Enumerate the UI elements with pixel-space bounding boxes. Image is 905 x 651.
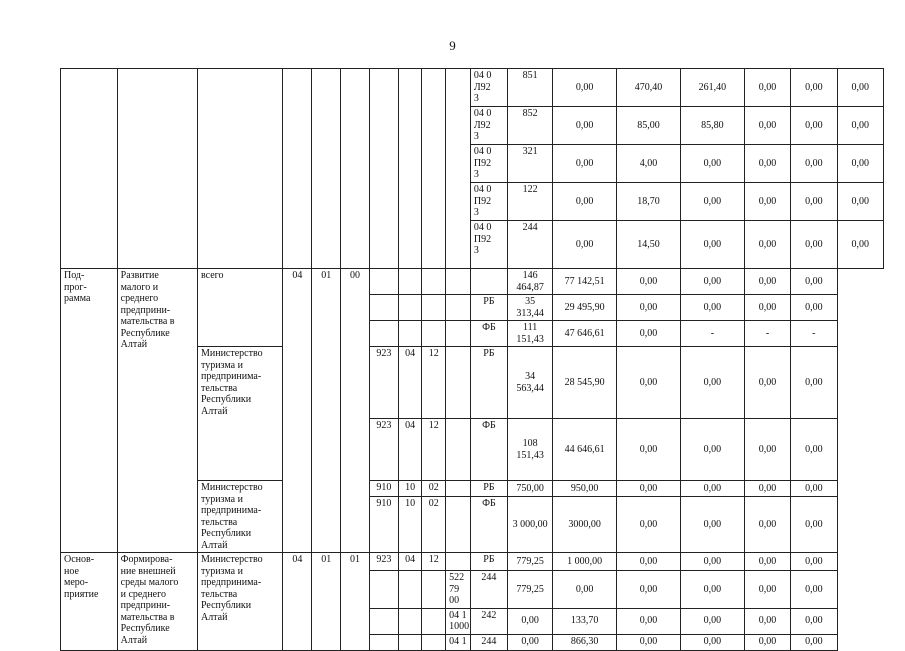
amount-cell: 0,00: [553, 145, 617, 183]
status-cell: Основ- ное меро- приятие: [61, 553, 118, 651]
grbs-cell: [369, 295, 398, 321]
amount-cell: 0,00: [553, 221, 617, 269]
amount-cell: 0,00: [791, 497, 837, 553]
amount-cell: 3000,00: [553, 497, 617, 553]
rz-cell: [398, 571, 422, 609]
executor-cell: Министерство туризма и предпринима- тельства Республики Алтай: [197, 347, 282, 481]
csr-cell: [446, 481, 471, 497]
vr-cell: ФБ: [470, 497, 507, 553]
amount-cell: 0,00: [617, 295, 681, 321]
vr-cell: 321: [507, 145, 552, 183]
amount-cell: 0,00: [744, 634, 790, 650]
rz-cell: 04: [398, 347, 422, 419]
code-cell: [446, 69, 471, 269]
code-cell: [283, 69, 312, 269]
amount-cell: 0,00: [553, 107, 617, 145]
executor-cell: всего: [197, 269, 282, 347]
amount-cell: 0,00: [680, 571, 744, 609]
amount-cell: 47 646,61: [553, 321, 617, 347]
pr-cell: 02: [422, 481, 446, 497]
amount-cell: 0,00: [680, 183, 744, 221]
amount-cell: 4,00: [617, 145, 681, 183]
amount-cell: 0,00: [680, 295, 744, 321]
amount-cell: 0,00: [617, 608, 681, 634]
code-cell: [398, 69, 422, 269]
pr-cell: [422, 295, 446, 321]
amount-cell: 35 313,44: [507, 295, 552, 321]
amount-cell: 0,00: [744, 608, 790, 634]
name-cell: Формирова- ние внешней среды малого и среднего предприни- мательства в Республике Алтай: [117, 553, 197, 651]
amount-cell: 0,00: [507, 634, 552, 650]
executor-cell: Министерство туризма и предпринима- тельства Республики Алтай: [197, 553, 282, 651]
amount-cell: 108 151,43: [507, 419, 552, 481]
amount-cell: 0,00: [791, 571, 837, 609]
budget-table: [60, 68, 884, 651]
grbs-cell: 923: [369, 347, 398, 419]
amount-cell: 1 000,00: [553, 553, 617, 571]
event-code-cell: 00: [341, 269, 370, 553]
amount-cell: 0,00: [791, 347, 837, 419]
amount-cell: 34 563,44: [507, 347, 552, 419]
vr-cell: 852: [507, 107, 552, 145]
rz-cell: [398, 634, 422, 650]
rz-cell: 10: [398, 497, 422, 553]
table-row: [61, 553, 884, 571]
amount-cell: 0,00: [744, 481, 790, 497]
amount-cell: 85,80: [680, 107, 744, 145]
csr-cell: 522 79 00: [446, 571, 471, 609]
grbs-cell: [369, 571, 398, 609]
amount-cell: 0,00: [791, 634, 837, 650]
name-cell: Развитие малого и среднего предприни- мательства в Республике Алтай: [117, 269, 197, 553]
code-cell: [422, 69, 446, 269]
executor-cell: Министерство туризма и предпринима- тельства Республики Алтай: [197, 481, 282, 553]
amount-cell: 0,00: [791, 183, 837, 221]
pr-cell: 02: [422, 497, 446, 553]
status-cell: [61, 69, 118, 269]
amount-cell: 0,00: [617, 497, 681, 553]
amount-cell: 0,00: [791, 69, 837, 107]
vr-cell: 851: [507, 69, 552, 107]
amount-cell: 0,00: [617, 553, 681, 571]
amount-cell: 0,00: [680, 608, 744, 634]
amount-cell: 0,00: [791, 269, 837, 295]
csr-cell: 04 0 Л92 3: [470, 107, 507, 145]
amount-cell: 0,00: [680, 497, 744, 553]
amount-cell: 111 151,43: [507, 321, 552, 347]
amount-cell: 866,30: [553, 634, 617, 650]
amount-cell: 0,00: [744, 107, 790, 145]
amount-cell: 0,00: [680, 419, 744, 481]
gp-code-cell: 04: [283, 269, 312, 553]
amount-cell: 0,00: [617, 269, 681, 295]
csr-cell: [446, 553, 471, 571]
page-number: 9: [449, 38, 456, 53]
amount-cell: 0,00: [553, 69, 617, 107]
amount-cell: -: [680, 321, 744, 347]
amount-cell: 470,40: [617, 69, 681, 107]
pr-cell: 12: [422, 553, 446, 571]
amount-cell: 0,00: [791, 145, 837, 183]
amount-cell: 0,00: [617, 481, 681, 497]
amount-cell: 0,00: [791, 481, 837, 497]
vr-cell: 244: [470, 571, 507, 609]
rz-cell: [398, 321, 422, 347]
amount-cell: 750,00: [507, 481, 552, 497]
vr-cell: РБ: [470, 295, 507, 321]
rz-cell: [398, 269, 422, 295]
executor-cell: [197, 69, 282, 269]
pr-cell: [422, 608, 446, 634]
vr-cell: РБ: [470, 481, 507, 497]
amount-cell: 14,50: [617, 221, 681, 269]
pr-cell: [422, 571, 446, 609]
grbs-cell: 923: [369, 419, 398, 481]
amount-cell: 0,00: [791, 419, 837, 481]
table-row: [61, 269, 884, 295]
amount-cell: 0,00: [837, 69, 883, 107]
pr-cell: 12: [422, 419, 446, 481]
code-cell: [341, 69, 370, 269]
grbs-cell: [369, 269, 398, 295]
amount-cell: 0,00: [744, 269, 790, 295]
amount-cell: 0,00: [680, 481, 744, 497]
amount-cell: 0,00: [617, 321, 681, 347]
rz-cell: 04: [398, 419, 422, 481]
vr-cell: ФБ: [470, 419, 507, 481]
vr-cell: РБ: [470, 553, 507, 571]
amount-cell: 0,00: [744, 497, 790, 553]
name-cell: [117, 69, 197, 269]
amount-cell: 779,25: [507, 571, 552, 609]
amount-cell: 0,00: [680, 634, 744, 650]
amount-cell: 0,00: [680, 221, 744, 269]
subprogram-code-cell: 01: [312, 269, 341, 553]
csr-cell: 04 0 П92 3: [470, 183, 507, 221]
amount-cell: -: [791, 321, 837, 347]
amount-cell: 0,00: [744, 419, 790, 481]
grbs-cell: 910: [369, 497, 398, 553]
amount-cell: 0,00: [617, 634, 681, 650]
pr-cell: [422, 269, 446, 295]
amount-cell: 0,00: [744, 295, 790, 321]
amount-cell: 0,00: [617, 419, 681, 481]
amount-cell: 0,00: [837, 145, 883, 183]
csr-cell: [446, 295, 471, 321]
amount-cell: 0,00: [744, 221, 790, 269]
csr-cell: [446, 269, 471, 295]
vr-cell: РБ: [470, 347, 507, 419]
pr-cell: 12: [422, 347, 446, 419]
csr-cell: 04 1 1000: [446, 608, 471, 634]
rz-cell: [398, 608, 422, 634]
event-code-cell: 01: [341, 553, 370, 651]
amount-cell: 85,00: [617, 107, 681, 145]
rz-cell: [398, 295, 422, 321]
csr-cell: 04 1: [446, 634, 471, 650]
grbs-cell: [369, 321, 398, 347]
csr-cell: [446, 347, 471, 419]
amount-cell: 0,00: [680, 269, 744, 295]
amount-cell: 0,00: [507, 608, 552, 634]
csr-cell: [446, 497, 471, 553]
subprogram-code-cell: 01: [312, 553, 341, 651]
grbs-cell: 923: [369, 553, 398, 571]
amount-cell: 0,00: [680, 553, 744, 571]
gp-code-cell: 04: [283, 553, 312, 651]
amount-cell: -: [744, 321, 790, 347]
vr-cell: 244: [470, 634, 507, 650]
vr-cell: ФБ: [470, 321, 507, 347]
csr-cell: 04 0 П92 3: [470, 221, 507, 269]
pr-cell: [422, 321, 446, 347]
amount-cell: 3 000,00: [507, 497, 552, 553]
vr-cell: 242: [470, 608, 507, 634]
amount-cell: 0,00: [617, 347, 681, 419]
vr-cell: 244: [507, 221, 552, 269]
amount-cell: 0,00: [791, 295, 837, 321]
csr-cell: 04 0 П92 3: [470, 145, 507, 183]
amount-cell: 0,00: [553, 571, 617, 609]
amount-cell: 146 464,87: [507, 269, 552, 295]
amount-cell: 0,00: [744, 553, 790, 571]
amount-cell: 77 142,51: [553, 269, 617, 295]
amount-cell: 0,00: [744, 145, 790, 183]
amount-cell: 0,00: [744, 347, 790, 419]
amount-cell: 0,00: [553, 183, 617, 221]
table-row: [61, 69, 884, 107]
csr-cell: [446, 321, 471, 347]
amount-cell: 133,70: [553, 608, 617, 634]
grbs-cell: 910: [369, 481, 398, 497]
vr-cell: [470, 269, 507, 295]
amount-cell: 0,00: [837, 183, 883, 221]
amount-cell: 28 545,90: [553, 347, 617, 419]
grbs-cell: [369, 634, 398, 650]
amount-cell: 0,00: [791, 608, 837, 634]
amount-cell: 0,00: [837, 107, 883, 145]
amount-cell: 779,25: [507, 553, 552, 571]
amount-cell: 0,00: [617, 571, 681, 609]
amount-cell: 0,00: [744, 69, 790, 107]
amount-cell: 0,00: [791, 221, 837, 269]
amount-cell: 0,00: [791, 553, 837, 571]
amount-cell: 0,00: [680, 347, 744, 419]
amount-cell: 0,00: [837, 221, 883, 269]
amount-cell: 0,00: [680, 145, 744, 183]
grbs-cell: [369, 608, 398, 634]
pr-cell: [422, 634, 446, 650]
amount-cell: 18,70: [617, 183, 681, 221]
amount-cell: 29 495,90: [553, 295, 617, 321]
amount-cell: 0,00: [791, 107, 837, 145]
csr-cell: [446, 419, 471, 481]
amount-cell: 0,00: [744, 571, 790, 609]
rz-cell: 04: [398, 553, 422, 571]
code-cell: [312, 69, 341, 269]
amount-cell: 44 646,61: [553, 419, 617, 481]
amount-cell: 261,40: [680, 69, 744, 107]
rz-cell: 10: [398, 481, 422, 497]
status-cell: Под- прог- рамма: [61, 269, 118, 553]
amount-cell: 0,00: [744, 183, 790, 221]
csr-cell: 04 0 Л92 3: [470, 69, 507, 107]
amount-cell: 950,00: [553, 481, 617, 497]
vr-cell: 122: [507, 183, 552, 221]
code-cell: [369, 69, 398, 269]
